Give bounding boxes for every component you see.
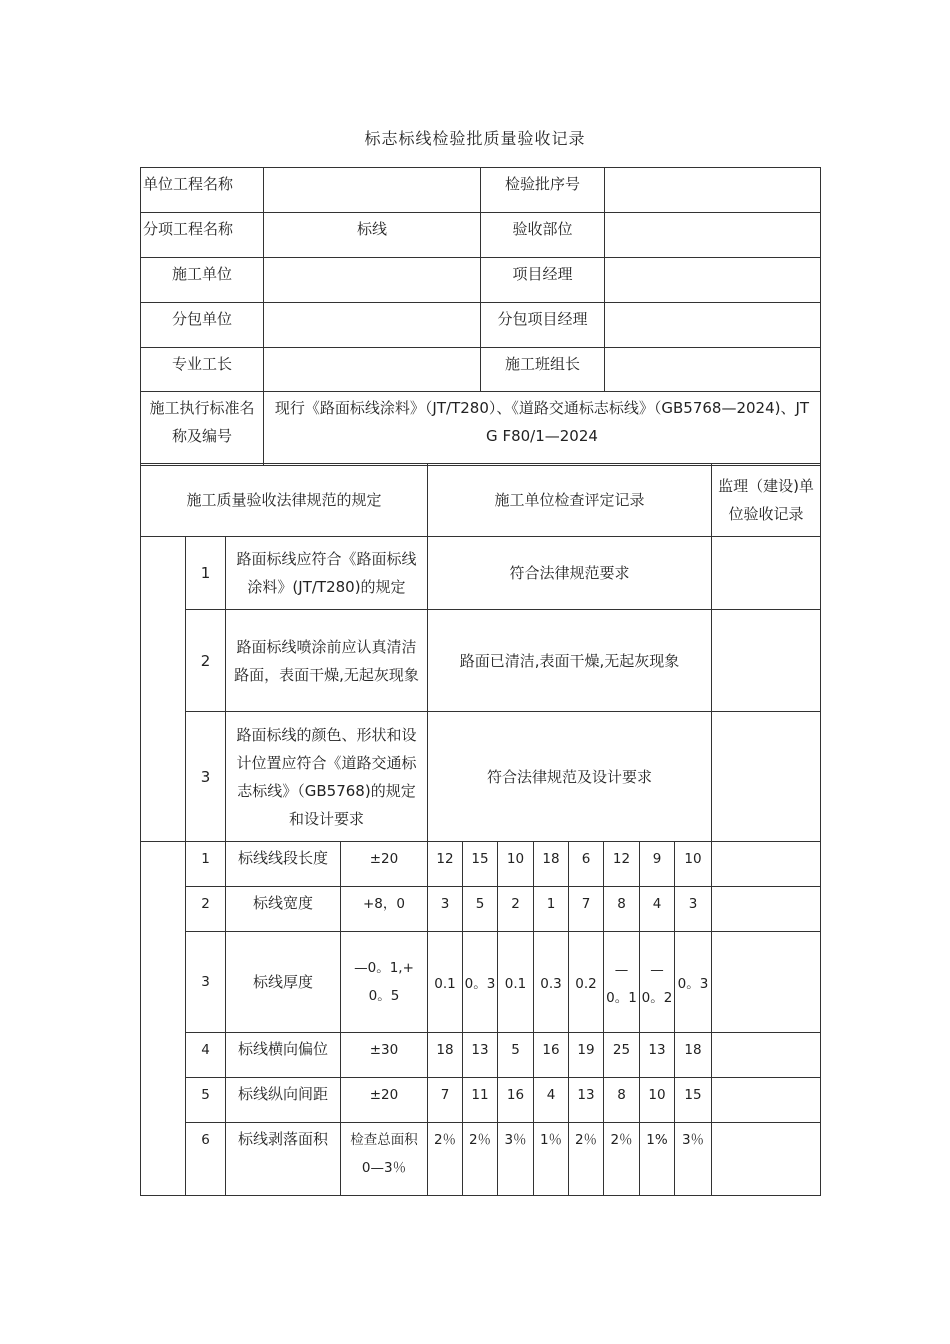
measure-value[interactable]: 6 [569, 842, 604, 887]
measure-value[interactable]: 4 [640, 887, 675, 932]
measure-value[interactable]: 13 [640, 1033, 675, 1078]
subcontract-manager-label: 分包项目经理 [481, 303, 605, 348]
foreman-value[interactable] [264, 348, 481, 392]
measure-value[interactable]: 0.3 [534, 932, 569, 1033]
unit-project-label: 单位工程名称 [141, 168, 264, 213]
sub-project-value[interactable]: 标线 [264, 213, 481, 258]
supervisor-header: 监理（建设)单位验收记录 [712, 464, 821, 537]
general-item-tolerance: 检查总面积0—3％ [341, 1123, 428, 1196]
measure-value[interactable]: 25 [604, 1033, 640, 1078]
measure-value[interactable]: 18 [675, 1033, 712, 1078]
measure-value[interactable]: —0。2 [640, 932, 675, 1033]
check-header: 施工单位检查评定记录 [428, 464, 712, 537]
measure-value[interactable]: 10 [640, 1078, 675, 1123]
measure-value[interactable]: 15 [463, 842, 498, 887]
general-items-table [140, 841, 821, 1196]
general-item-no: 5 [186, 1078, 226, 1123]
accept-part-label: 验收部位 [481, 213, 605, 258]
main-item-no: 3 [186, 712, 226, 842]
general-item-no: 2 [186, 887, 226, 932]
general-items-group-cell [141, 842, 186, 1196]
measure-value[interactable]: 19 [569, 1033, 604, 1078]
general-item-name: 标线宽度 [226, 887, 341, 932]
measure-value[interactable]: 10 [498, 842, 534, 887]
foreman-label: 专业工长 [141, 348, 264, 392]
main-item-no: 1 [186, 537, 226, 610]
measure-value[interactable]: 2 [498, 887, 534, 932]
general-item-no: 1 [186, 842, 226, 887]
measure-value[interactable]: 1 [534, 887, 569, 932]
batch-no-label: 检验批序号 [481, 168, 605, 213]
measure-value[interactable]: 16 [498, 1078, 534, 1123]
measure-value[interactable]: 5 [463, 887, 498, 932]
general-item-no: 3 [186, 932, 226, 1033]
measure-value[interactable]: 2％ [604, 1123, 640, 1196]
general-item-supervisor[interactable] [712, 1123, 821, 1196]
main-item-supervisor[interactable] [712, 712, 821, 842]
standard-value: 现行《路面标线涂料》（JT/T280）、《道路交通标志标线》（GB5768—2024)、JTG F80/1—2024 [264, 392, 821, 466]
subcontract-unit-label: 分包单位 [141, 303, 264, 348]
main-item-supervisor[interactable] [712, 537, 821, 610]
measure-value[interactable]: 0。3 [675, 932, 712, 1033]
measure-value[interactable]: 10 [675, 842, 712, 887]
general-item-name: 标线纵向间距 [226, 1078, 341, 1123]
project-manager-value[interactable] [605, 258, 821, 303]
measure-value[interactable]: 0.1 [498, 932, 534, 1033]
measure-value[interactable]: 2％ [463, 1123, 498, 1196]
measure-value[interactable]: 11 [463, 1078, 498, 1123]
main-item-record[interactable]: 符合法律规范要求 [428, 537, 712, 610]
construction-unit-label: 施工单位 [141, 258, 264, 303]
team-leader-label: 施工班组长 [481, 348, 605, 392]
measure-value[interactable]: 16 [534, 1033, 569, 1078]
main-items-group-cell [141, 537, 186, 842]
general-item-no: 4 [186, 1033, 226, 1078]
general-item-tolerance: —0。1,+0。5 [341, 932, 428, 1033]
measure-value[interactable]: 13 [463, 1033, 498, 1078]
measure-value[interactable]: 0.2 [569, 932, 604, 1033]
measure-value[interactable]: 8 [604, 1078, 640, 1123]
subcontract-unit-value[interactable] [264, 303, 481, 348]
header-table [140, 167, 821, 466]
general-item-tolerance: +8，0 [341, 887, 428, 932]
general-item-name: 标线横向偏位 [226, 1033, 341, 1078]
team-leader-value[interactable] [605, 348, 821, 392]
general-item-supervisor[interactable] [712, 1078, 821, 1123]
measure-value[interactable]: 2％ [569, 1123, 604, 1196]
measure-value[interactable]: 0。3 [463, 932, 498, 1033]
general-item-name: 标线线段长度 [226, 842, 341, 887]
main-item-no: 2 [186, 610, 226, 712]
measure-value[interactable]: 7 [569, 887, 604, 932]
unit-project-value[interactable] [264, 168, 481, 213]
standard-label: 施工执行标准名称及编号 [141, 392, 264, 466]
general-item-name: 标线厚度 [226, 932, 341, 1033]
sub-project-label: 分项工程名称 [141, 213, 264, 258]
general-item-supervisor[interactable] [712, 887, 821, 932]
main-item-supervisor[interactable] [712, 610, 821, 712]
spec-header: 施工质量验收法律规范的规定 [141, 464, 428, 537]
measure-value[interactable]: 18 [534, 842, 569, 887]
measure-value[interactable]: 1% [640, 1123, 675, 1196]
general-item-name: 标线剥落面积 [226, 1123, 341, 1196]
main-item-spec: 路面标线喷涂前应认真清洁路面，表面干燥,无起灰现象 [226, 610, 428, 712]
measure-value[interactable]: 4 [534, 1078, 569, 1123]
project-manager-label: 项目经理 [481, 258, 605, 303]
main-items-table [140, 463, 821, 842]
measure-value[interactable]: 8 [604, 887, 640, 932]
main-item-record[interactable]: 符合法律规范及设计要求 [428, 712, 712, 842]
measure-value[interactable]: 3 [428, 887, 463, 932]
measure-value[interactable]: 3 [675, 887, 712, 932]
measure-value[interactable]: 9 [640, 842, 675, 887]
measure-value[interactable]: 18 [428, 1033, 463, 1078]
measure-value[interactable]: 3％ [675, 1123, 712, 1196]
measure-value[interactable]: 15 [675, 1078, 712, 1123]
measure-value[interactable]: 7 [428, 1078, 463, 1123]
accept-part-value[interactable] [605, 213, 821, 258]
measure-value[interactable]: 1％ [534, 1123, 569, 1196]
general-item-supervisor[interactable] [712, 842, 821, 887]
measure-value[interactable]: 2％ [428, 1123, 463, 1196]
batch-no-value[interactable] [605, 168, 821, 213]
measure-value[interactable]: 5 [498, 1033, 534, 1078]
general-item-supervisor[interactable] [712, 932, 821, 1033]
measure-value[interactable]: 13 [569, 1078, 604, 1123]
general-item-tolerance: ±20 [341, 842, 428, 887]
measure-value[interactable]: 12 [428, 842, 463, 887]
measure-value[interactable]: 3％ [498, 1123, 534, 1196]
general-item-no: 6 [186, 1123, 226, 1196]
general-item-supervisor[interactable] [712, 1033, 821, 1078]
main-item-spec: 路面标线应符合《路面标线涂料》(JT/T280)的规定 [226, 537, 428, 610]
page-title: 标志标线检验批质量验收记录 [364, 129, 586, 148]
subcontract-manager-value[interactable] [605, 303, 821, 348]
measure-value[interactable]: 12 [604, 842, 640, 887]
measure-value[interactable]: —0。1 [604, 932, 640, 1033]
general-item-tolerance: ±20 [341, 1078, 428, 1123]
measure-value[interactable]: 0.1 [428, 932, 463, 1033]
main-item-record[interactable]: 路面已清洁,表面干燥,无起灰现象 [428, 610, 712, 712]
main-item-spec: 路面标线的颜色、形状和设计位置应符合《道路交通标志标线》（GB5768)的规定和设计要求 [226, 712, 428, 842]
construction-unit-value[interactable] [264, 258, 481, 303]
general-item-tolerance: ±30 [341, 1033, 428, 1078]
